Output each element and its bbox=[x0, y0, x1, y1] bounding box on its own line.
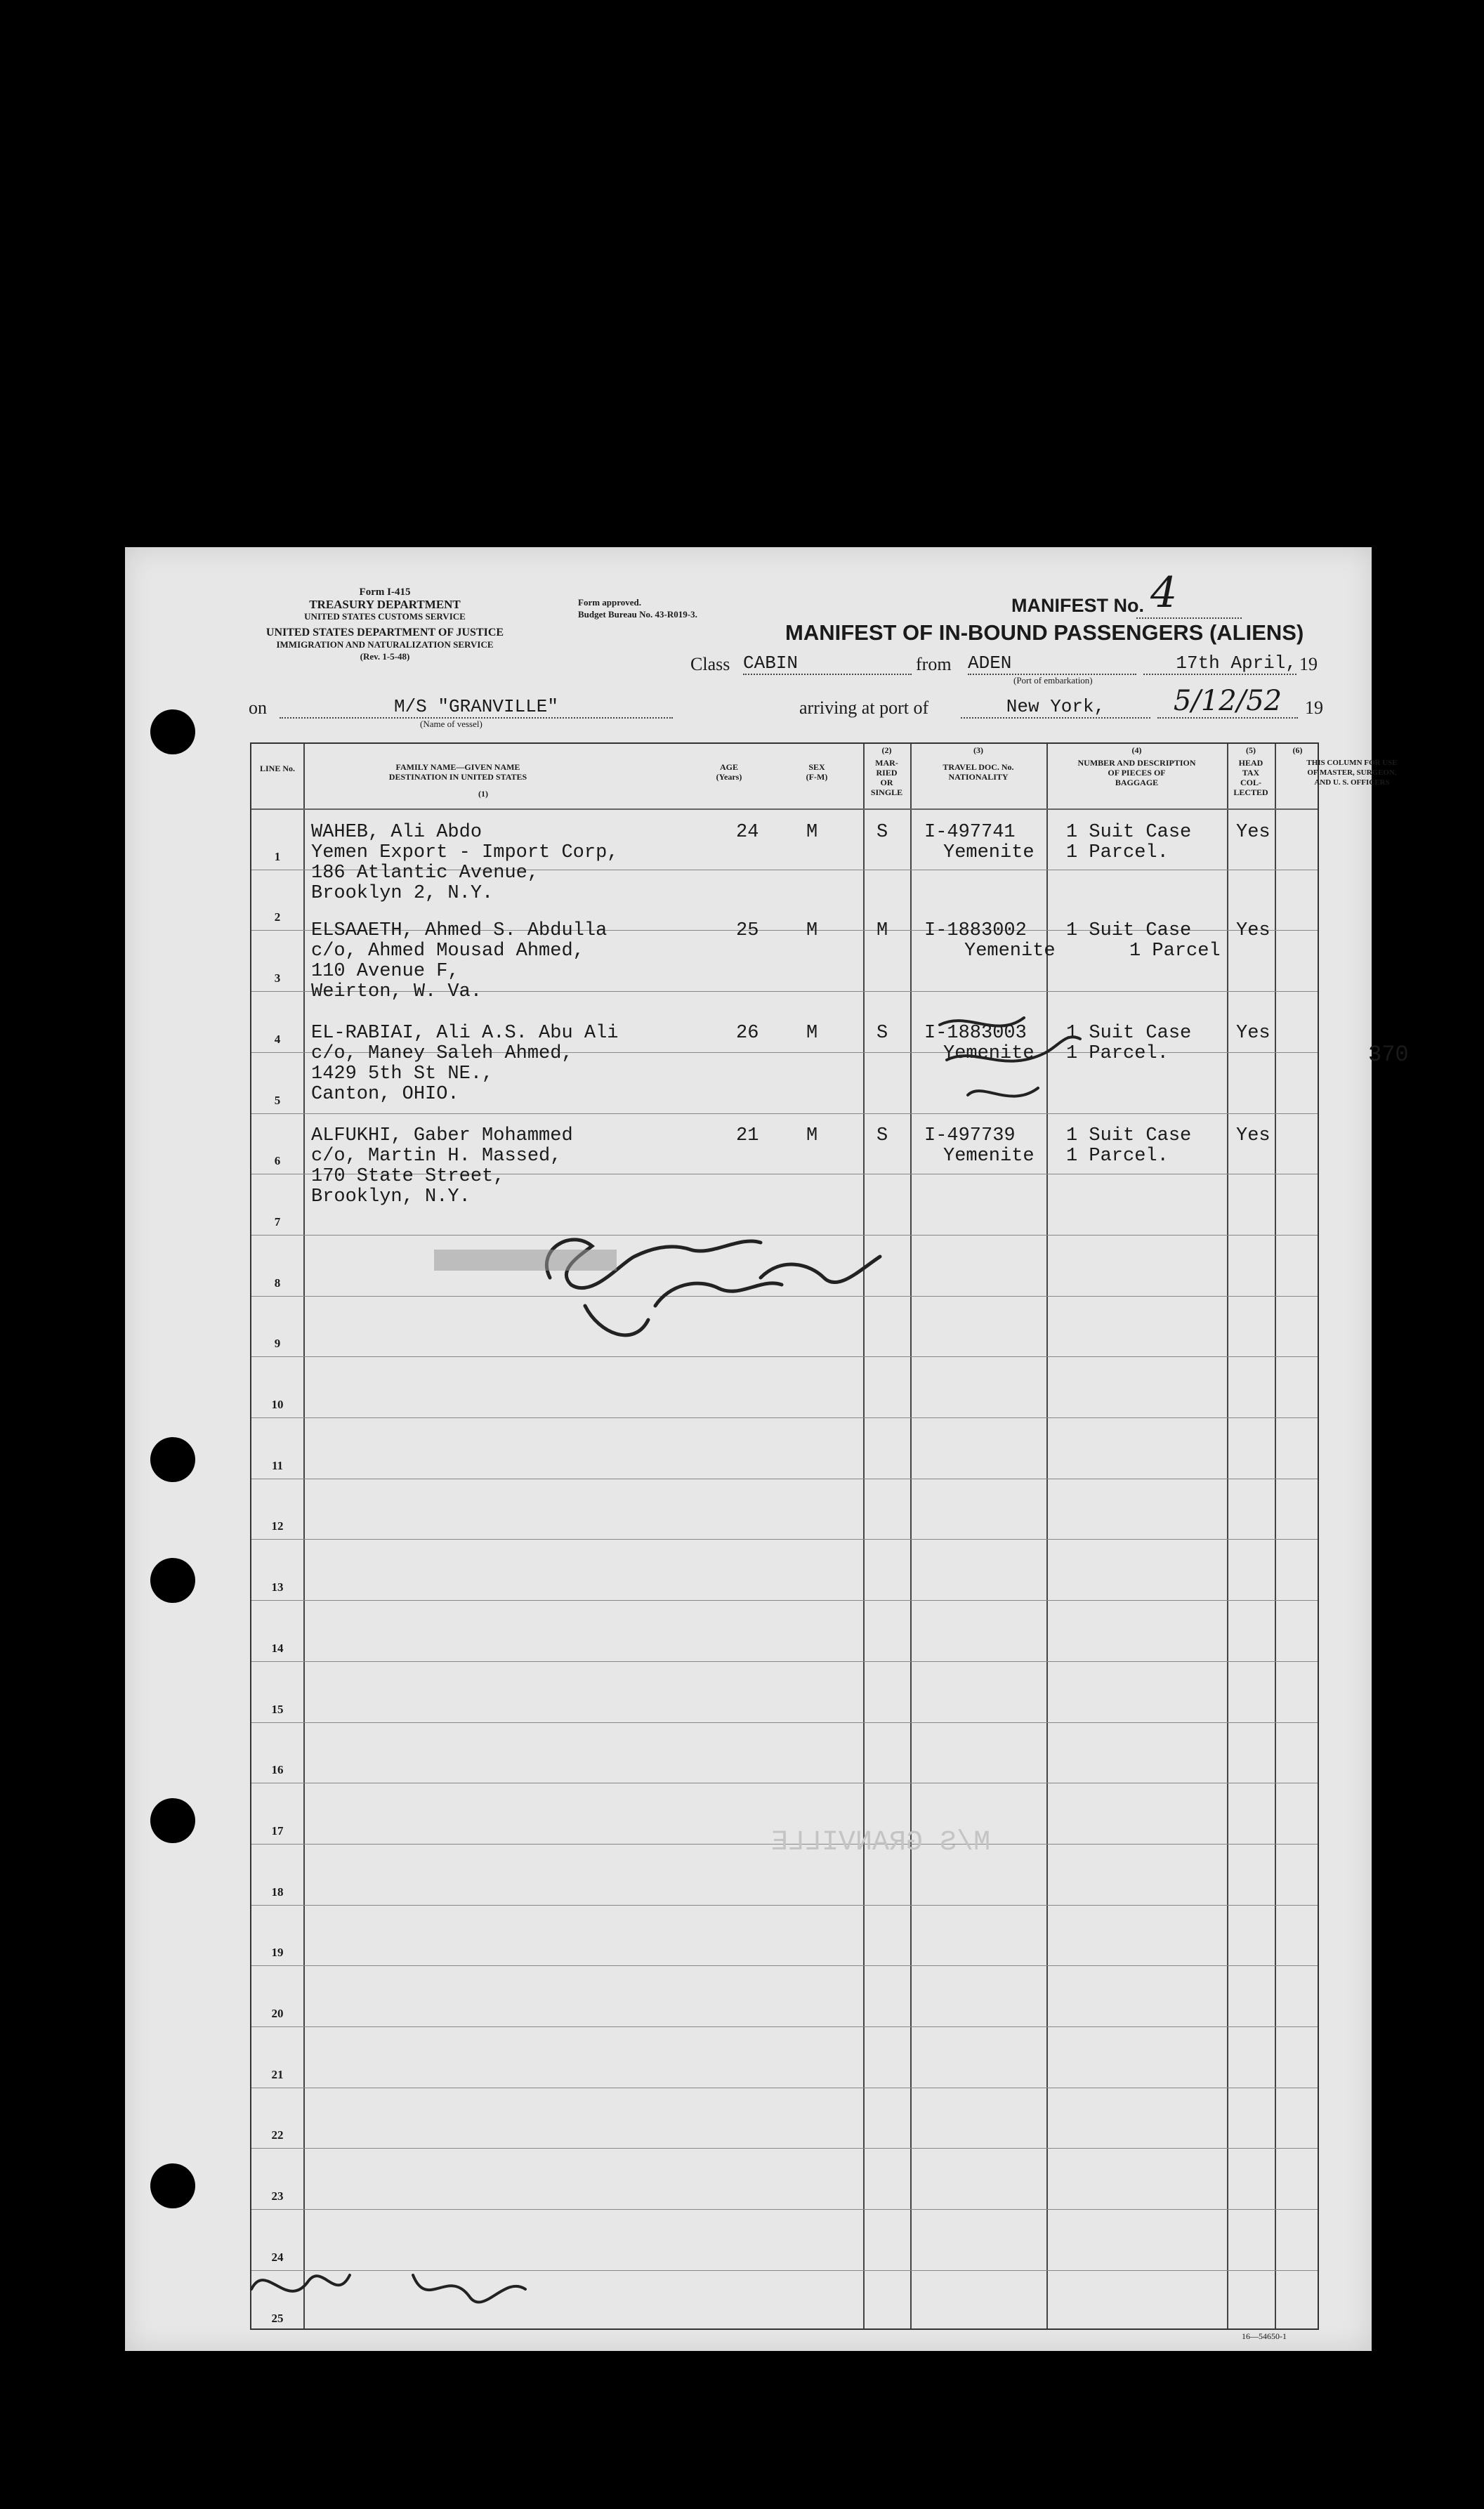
marital-status: S bbox=[876, 1125, 888, 1146]
line-number: 12 bbox=[271, 1519, 284, 1533]
punch-hole bbox=[150, 709, 195, 754]
head-tax: Yes bbox=[1236, 920, 1270, 941]
line-number: 21 bbox=[271, 2067, 284, 2081]
destination-line-1: Yemen Export - Import Corp, bbox=[311, 842, 619, 863]
passenger-sex: M bbox=[806, 822, 818, 843]
from-label: from bbox=[916, 654, 952, 674]
line-number: 9 bbox=[274, 1337, 281, 1351]
line-number: 22 bbox=[271, 2128, 284, 2142]
line-number: 16 bbox=[271, 1763, 284, 1777]
header-married: MAR- RIED OR SINGLE bbox=[870, 758, 903, 797]
nationality: Yemenite bbox=[943, 1146, 1035, 1167]
header-sex: SEX (F-M) bbox=[806, 762, 828, 782]
marital-status: M bbox=[876, 920, 888, 941]
line-number: 7 bbox=[274, 1214, 281, 1229]
line-number: 25 bbox=[271, 2311, 284, 2325]
doj: UNITED STATES DEPARTMENT OF JUSTICE bbox=[265, 627, 504, 638]
treasury-dept: TREASURY DEPARTMENT bbox=[309, 598, 461, 611]
class-value: CABIN bbox=[743, 653, 912, 675]
travel-doc-no: I-1883003 bbox=[924, 1023, 1027, 1044]
manifest-number-label: MANIFEST No. bbox=[1011, 595, 1144, 616]
row-line bbox=[251, 2026, 1318, 2027]
col-divider bbox=[863, 744, 865, 2328]
destination-line-3: Weirton, W. Va. bbox=[311, 981, 482, 1002]
baggage-1: 1 Suit Case bbox=[1066, 920, 1192, 941]
passenger-age: 21 bbox=[736, 1125, 759, 1146]
passenger-sex: M bbox=[806, 1125, 818, 1146]
row-line bbox=[251, 1722, 1318, 1723]
head-tax: Yes bbox=[1236, 822, 1270, 843]
col-divider bbox=[1227, 744, 1228, 2328]
row-24-scrawl bbox=[244, 2247, 596, 2331]
on-label: on bbox=[249, 697, 267, 718]
col-divider bbox=[303, 744, 305, 2328]
punch-hole bbox=[150, 1558, 195, 1603]
customs-service: UNITED STATES CUSTOMS SERVICE bbox=[304, 611, 466, 622]
line-number: 13 bbox=[271, 1580, 284, 1594]
budget-bureau: Budget Bureau No. 43-R019-3. bbox=[578, 609, 697, 620]
passenger-name: ELSAAETH, Ahmed S. Abdulla bbox=[311, 920, 608, 941]
header-name: FAMILY NAME—GIVEN NAME DESTINATION IN UNITED STATES bbox=[388, 762, 527, 782]
line-number: 3 bbox=[274, 971, 281, 985]
destination-line-1: c/o, Ahmed Mousad Ahmed, bbox=[311, 941, 584, 962]
baggage-1: 1 Suit Case bbox=[1066, 1125, 1192, 1146]
officer-note: 370 bbox=[1368, 1042, 1409, 1068]
footer-code: 16—54650-1 bbox=[1242, 2331, 1287, 2341]
officer-signature bbox=[529, 1179, 964, 1376]
form-header-block bbox=[230, 587, 539, 662]
header-master: THIS COLUMN FOR USE OF MASTER, SURGEON, AND U. S. OFFICERS bbox=[1306, 759, 1398, 787]
vessel-caption: (Name of vessel) bbox=[420, 719, 482, 729]
destination-line-2: 170 State Street, bbox=[311, 1166, 505, 1187]
line-number: 19 bbox=[271, 1946, 284, 1960]
header-divider bbox=[251, 808, 1318, 810]
head-tax: Yes bbox=[1236, 1125, 1270, 1146]
baggage-2: 1 Parcel. bbox=[1066, 1043, 1169, 1064]
punch-hole bbox=[150, 2163, 195, 2208]
line-number: 8 bbox=[274, 1276, 281, 1290]
passenger-name: ALFUKHI, Gaber Mohammed bbox=[311, 1125, 573, 1146]
ins: IMMIGRATION AND NATURALIZATION SERVICE bbox=[276, 639, 494, 650]
nationality: Yemenite bbox=[943, 842, 1035, 863]
embark-date: 17th April, bbox=[1143, 653, 1296, 675]
destination-line-1: c/o, Martin H. Massed, bbox=[311, 1146, 562, 1167]
destination-line-3: Canton, OHIO. bbox=[311, 1084, 459, 1105]
row-line bbox=[251, 2148, 1318, 2149]
arrival-port: New York, bbox=[961, 696, 1150, 719]
baggage-1: 1 Suit Case bbox=[1066, 822, 1192, 843]
baggage-2: 1 Parcel. bbox=[1066, 1146, 1169, 1167]
arrival-date: 5/12/52 bbox=[1157, 685, 1298, 719]
travel-doc-no: I-497739 bbox=[924, 1125, 1016, 1146]
year-suffix: 19 bbox=[1299, 654, 1318, 674]
line-number: 20 bbox=[271, 2007, 284, 2020]
baggage-2: 1 Parcel. bbox=[1066, 842, 1169, 863]
header-line-no: LINE No. bbox=[259, 764, 295, 773]
destination-line-3: Brooklyn, N.Y. bbox=[311, 1186, 471, 1207]
row-line bbox=[251, 1965, 1318, 1966]
line-number: 6 bbox=[274, 1154, 281, 1168]
destination-line-2: 186 Atlantic Avenue, bbox=[311, 863, 539, 884]
destination-line-2: 110 Avenue F, bbox=[311, 961, 459, 982]
passenger-name: WAHEB, Ali Abdo bbox=[311, 822, 482, 843]
col-divider bbox=[1275, 744, 1276, 2328]
line-number: 1 bbox=[274, 849, 281, 863]
form-approved: Form approved. bbox=[578, 597, 642, 608]
form-approval bbox=[578, 596, 697, 620]
class-label: Class bbox=[690, 654, 730, 674]
line-number: 2 bbox=[274, 910, 281, 924]
punch-hole bbox=[150, 1437, 195, 1482]
line-number: 18 bbox=[271, 1885, 284, 1899]
nationality: Yemenite bbox=[943, 1043, 1035, 1064]
header-travel-num: (3) bbox=[973, 745, 983, 755]
header-master-num: (6) bbox=[1292, 745, 1303, 755]
marital-status: S bbox=[876, 1023, 888, 1044]
col-divider bbox=[910, 744, 912, 2328]
col-divider bbox=[1046, 744, 1048, 2328]
line-number: 15 bbox=[271, 1702, 284, 1716]
line-number: 17 bbox=[271, 1823, 284, 1837]
nationality: Yemenite bbox=[964, 941, 1056, 962]
line-number: 5 bbox=[274, 1093, 281, 1107]
passenger-age: 26 bbox=[736, 1023, 759, 1044]
baggage-2: 1 Parcel bbox=[1129, 941, 1221, 962]
passenger-age: 24 bbox=[736, 822, 759, 843]
passenger-table bbox=[250, 742, 1409, 2330]
destination-line-3: Brooklyn 2, N.Y. bbox=[311, 883, 494, 904]
row-line bbox=[251, 1417, 1318, 1418]
head-tax: Yes bbox=[1236, 1023, 1270, 1044]
marital-status: S bbox=[876, 822, 888, 843]
line-number: 10 bbox=[271, 1398, 284, 1411]
arriving-label: arriving at port of bbox=[799, 697, 929, 718]
year-suffix-2: 19 bbox=[1305, 697, 1323, 718]
row-line bbox=[251, 1539, 1318, 1540]
line-number: 14 bbox=[271, 1641, 284, 1655]
bleed-through-text: M/S GRANVILLE bbox=[771, 1827, 991, 1859]
manifest-number-value: 4 bbox=[1150, 568, 1178, 617]
header-baggage: NUMBER AND DESCRIPTION OF PIECES OF BAGGAGE bbox=[1077, 758, 1196, 787]
manifest-page bbox=[125, 547, 1409, 2351]
baggage-1: 1 Suit Case bbox=[1066, 1023, 1192, 1044]
vessel-name: M/S "GRANVILLE" bbox=[280, 696, 673, 719]
header-head-tax-num: (5) bbox=[1246, 745, 1256, 755]
row-line bbox=[251, 1600, 1318, 1601]
header-baggage-num: (4) bbox=[1131, 745, 1142, 755]
header-age: AGE (Years) bbox=[716, 762, 742, 782]
port-caption: (Port of embarkation) bbox=[1013, 675, 1093, 686]
row-line bbox=[251, 1905, 1318, 1906]
manifest-title: MANIFEST OF IN-BOUND PASSENGERS (ALIENS) bbox=[785, 620, 1304, 645]
port-of-embarkation: ADEN bbox=[968, 653, 1136, 675]
line-number: 4 bbox=[274, 1032, 281, 1046]
row-line bbox=[251, 1661, 1318, 1662]
header-head-tax: HEAD TAX COL- LECTED bbox=[1233, 758, 1268, 797]
destination-line-2: 1429 5th St NE., bbox=[311, 1063, 494, 1085]
header-travel: TRAVEL DOC. No. NATIONALITY bbox=[943, 762, 1014, 782]
line-number: 24 bbox=[271, 2250, 284, 2264]
passenger-age: 25 bbox=[736, 920, 759, 941]
travel-doc-no: I-1883002 bbox=[924, 920, 1027, 941]
travel-doc-no: I-497741 bbox=[924, 822, 1016, 843]
passenger-name: EL-RABIAI, Ali A.S. Abu Ali bbox=[311, 1023, 619, 1044]
form-number: Form I-415 bbox=[359, 587, 411, 598]
baggage-annotation bbox=[926, 997, 1094, 1144]
line-number: 11 bbox=[271, 1458, 284, 1472]
row-line bbox=[251, 2209, 1318, 2210]
line-number: 23 bbox=[271, 2189, 284, 2203]
passenger-sex: M bbox=[806, 920, 818, 941]
row-line bbox=[251, 1113, 1318, 1114]
obscured-stamp bbox=[434, 1250, 617, 1271]
revision: (Rev. 1-5-48) bbox=[360, 651, 410, 662]
header-married-num: (2) bbox=[881, 745, 892, 755]
punch-hole bbox=[150, 1798, 195, 1843]
passenger-sex: M bbox=[806, 1023, 818, 1044]
destination-line-1: c/o, Maney Saleh Ahmed, bbox=[311, 1043, 573, 1064]
manifest-number-line bbox=[1136, 617, 1242, 619]
header-name-num: (1) bbox=[478, 789, 488, 799]
